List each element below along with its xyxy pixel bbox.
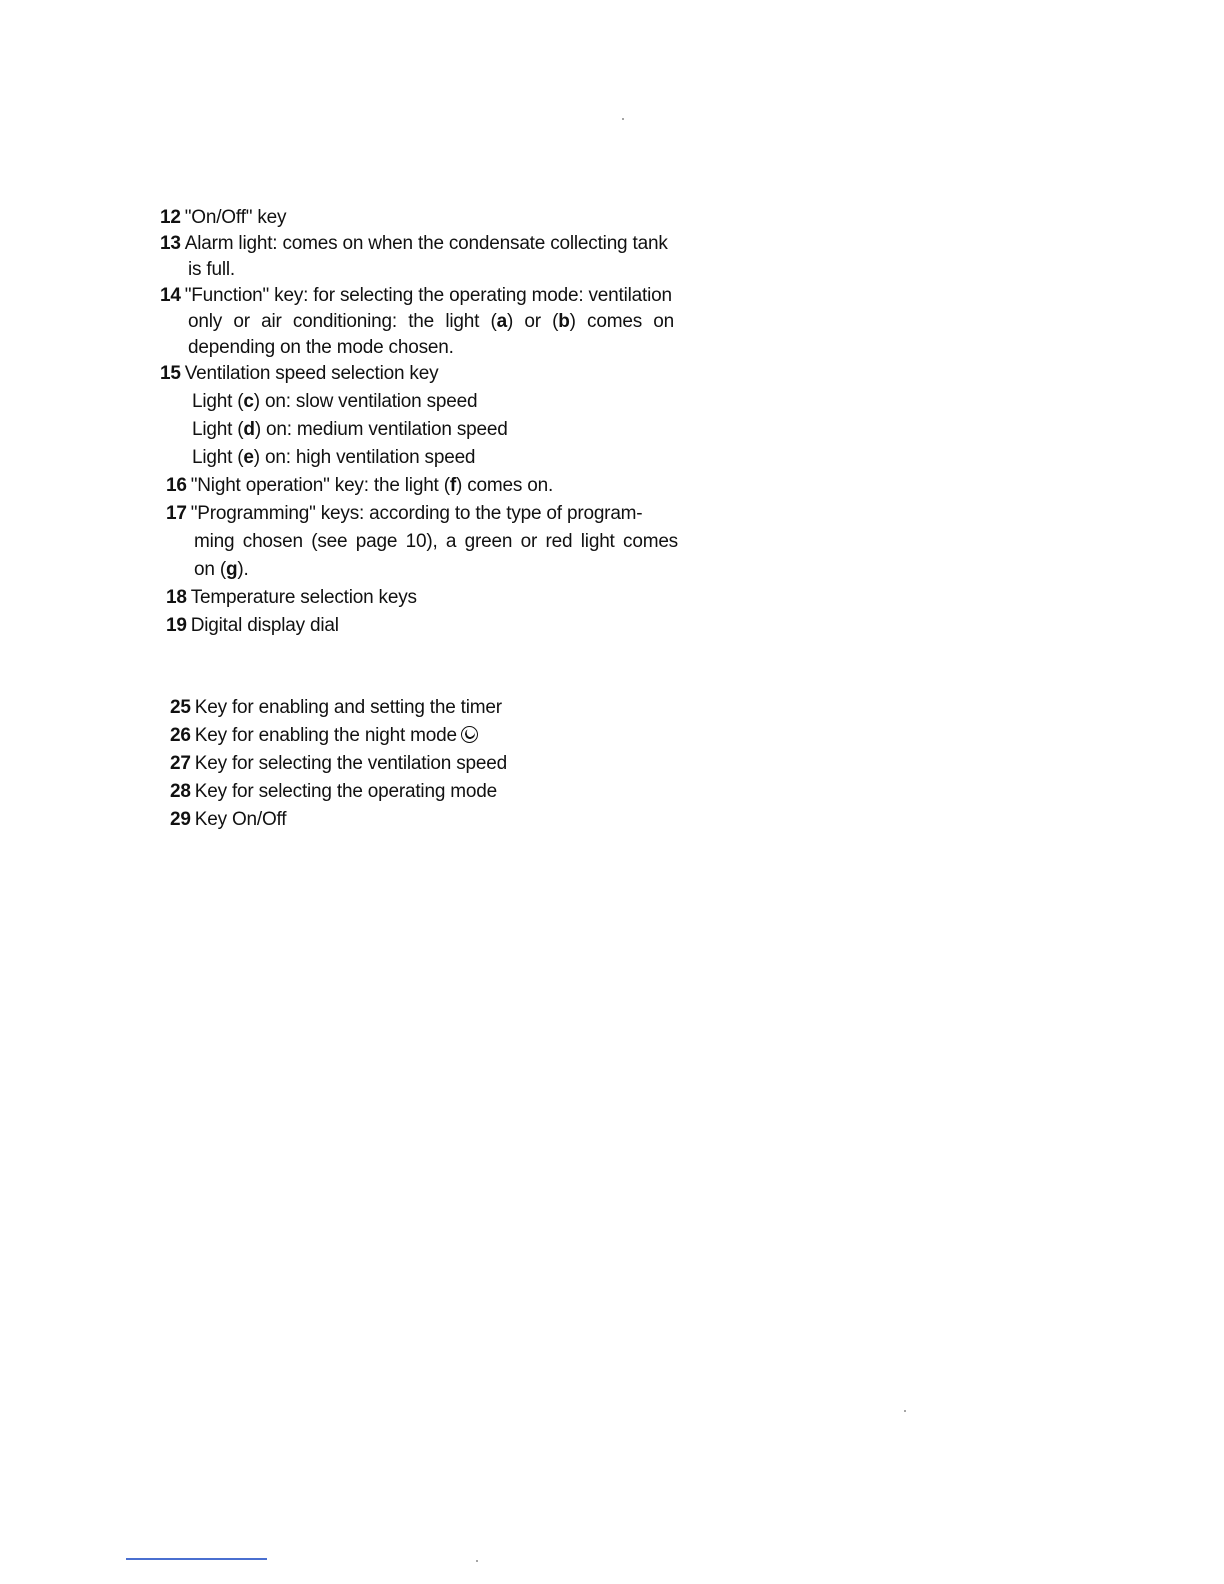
item-text: "On/Off" key: [184, 207, 287, 228]
list-item-12: [160, 204, 286, 231]
item-number: 15: [160, 363, 181, 384]
moon-icon: [461, 726, 478, 743]
list-item-13: [160, 230, 668, 257]
item-text: Key for enabling and setting the timer: [194, 697, 502, 718]
footer-rule: [126, 1558, 267, 1560]
list-item-14-continuation-2: depending on the mode chosen.: [188, 337, 454, 358]
item-text: Temperature selection keys: [190, 587, 417, 608]
item-number: 18: [166, 587, 187, 608]
item-number: 16: [166, 475, 187, 496]
list-item-25: [170, 694, 502, 721]
list-item-13-continuation: is full.: [188, 259, 235, 280]
list-item-15: [160, 360, 438, 387]
item-number: 28: [170, 781, 191, 802]
scan-speck: [622, 118, 624, 120]
list-item-14-continuation: [188, 308, 674, 335]
list-item-26: [170, 722, 478, 749]
list-item-14: [160, 282, 672, 309]
list-item-17-continuation: ming chosen (see page 10), a green or red light comes: [194, 531, 678, 552]
list-item-17: [166, 500, 642, 527]
list-item-28: [170, 778, 497, 805]
list-item-29: [170, 806, 286, 833]
list-item-17-continuation-2: on (g).: [194, 559, 249, 580]
item-text: "Programming" keys: according to the type of program-: [190, 503, 643, 524]
scan-speck: [476, 1560, 478, 1562]
item-text: Alarm light: comes on when the condensate collecting tank: [184, 233, 668, 254]
item-number: 14: [160, 285, 181, 306]
item-number: 12: [160, 207, 181, 228]
item-text: Ventilation speed selection key: [184, 363, 439, 384]
scan-speck: [904, 1410, 906, 1412]
item-number: 17: [166, 503, 187, 524]
list-item-16: 16 "Night operation" key: the light (f) comes on.: [166, 472, 553, 499]
item-text: Key On/Off: [194, 809, 287, 830]
list-item-27: [170, 750, 507, 777]
item-text: Key for selecting the operating mode: [194, 781, 497, 802]
item-text: "Function" key: for selecting the operating mode: ventilation: [184, 285, 672, 306]
sub-item-light-e: Light (e) on: high ventilation speed: [192, 447, 476, 468]
item-number: 26: [170, 725, 191, 746]
sub-item-light-d: Light (d) on: medium ventilation speed: [192, 419, 508, 440]
item-text: Key for selecting the ventilation speed: [194, 753, 507, 774]
item-number: 25: [170, 697, 191, 718]
item-number: 27: [170, 753, 191, 774]
item-number: 13: [160, 233, 181, 254]
item-number: 19: [166, 615, 187, 636]
justified-line: only or air conditioning: the light (a) or (b) comes on: [188, 311, 675, 332]
item-text: Key for enabling the night mode: [194, 725, 457, 746]
list-item-19: [166, 612, 339, 639]
sub-item-light-c: Light (c) on: slow ventilation speed: [192, 391, 478, 412]
list-item-18: [166, 584, 417, 611]
item-number: 29: [170, 809, 191, 830]
item-text: Digital display dial: [190, 615, 339, 636]
